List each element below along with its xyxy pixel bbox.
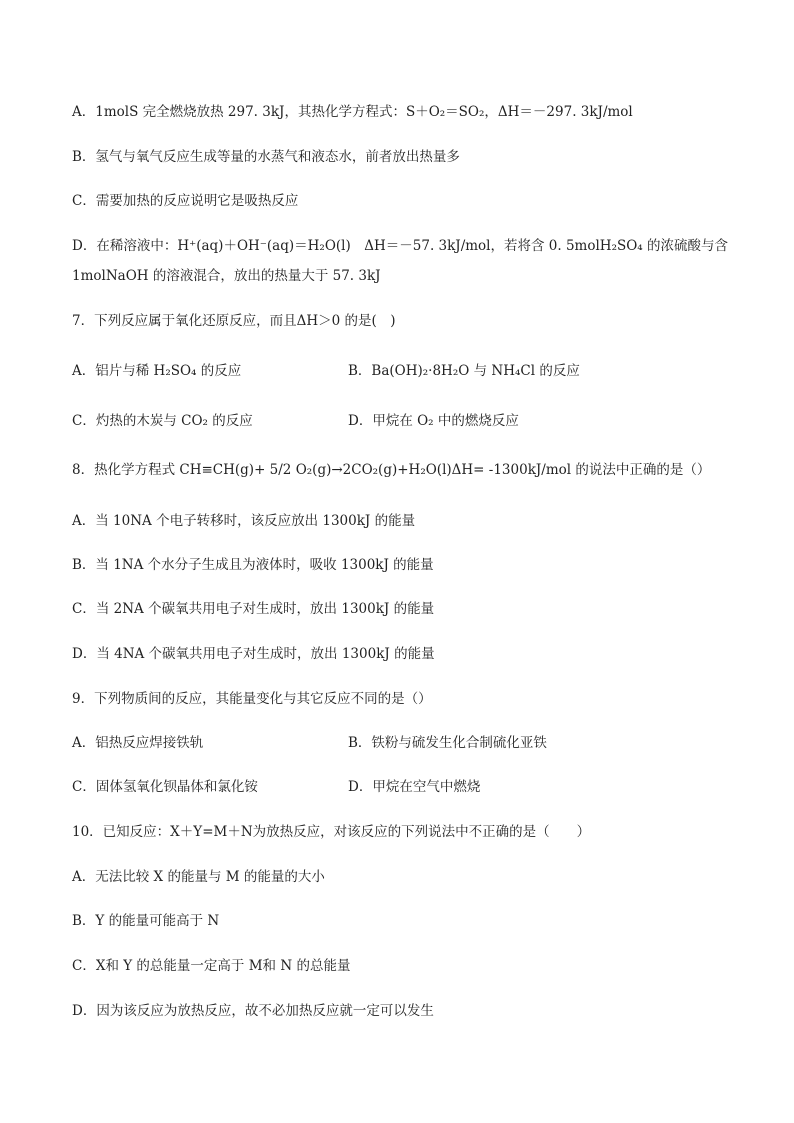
q8-option-b: B．当 1NA 个水分子生成且为液体时，吸收 1300kJ 的能量 xyxy=(72,557,434,573)
q7-option-a: A．铝片与稀 H₂SO₄ 的反应 xyxy=(72,363,242,379)
q10-option-b: B．Y 的能量可能高于 N xyxy=(72,913,220,929)
q9-stem: 9．下列物质间的反应，其能量变化与其它反应不同的是（） xyxy=(72,691,432,707)
q6-option-c: C．需要加热的反应说明它是吸热反应 xyxy=(72,193,299,209)
q8-option-a: A．当 10NA 个电子转移时，该反应放出 1300kJ 的能量 xyxy=(72,513,416,529)
q7-option-b: B．Ba(OH)₂·8H₂O 与 NH₄Cl 的反应 xyxy=(348,363,580,379)
q6-option-a: A．1molS 完全燃烧放热 297. 3kJ，其热化学方程式：S＋O₂＝SO₂，ΔH＝－297. 3kJ/mol xyxy=(72,104,633,120)
q10-option-a: A．无法比较 X 的能量与 M 的能量的大小 xyxy=(72,869,325,885)
q10-stem: 10．已知反应：X＋Y=M＋N为放热反应，对该反应的下列说法中不正确的是（ ） xyxy=(72,824,591,840)
q7-stem: 7．下列反应属于氧化还原反应，而且ΔH＞0 的是( ) xyxy=(72,313,396,329)
q10-option-c: C．X和 Y 的总能量一定高于 M和 N 的总能量 xyxy=(72,958,351,974)
q9-option-c: C．固体氢氧化钡晶体和氯化铵 xyxy=(72,779,258,795)
q9-option-b: B．铁粉与硫发生化合制硫化亚铁 xyxy=(348,735,547,751)
q8-option-d: D．当 4NA 个碳氧共用电子对生成时，放出 1300kJ 的能量 xyxy=(72,646,435,662)
q7-option-c: C．灼热的木炭与 CO₂ 的反应 xyxy=(72,413,253,429)
q8-option-c: C．当 2NA 个碳氧共用电子对生成时，放出 1300kJ 的能量 xyxy=(72,601,435,617)
q8-stem: 8．热化学方程式 CH≡CH(g)+ 5/2 O₂(g)→2CO₂(g)+H₂O(l)ΔH= -1300kJ/mol 的说法中正确的是（） xyxy=(72,462,711,478)
q10-option-d: D．因为该反应为放热反应，故不必加热反应就一定可以发生 xyxy=(72,1003,434,1019)
q6-option-d-line2: 1molNaOH 的溶液混合，放出的热量大于 57. 3kJ xyxy=(72,268,381,284)
q6-option-d-line1: D．在稀溶液中：H⁺(aq)＋OH⁻(aq)＝H₂O(l) ΔH＝－57. 3kJ/mol，若将含 0. 5molH₂SO₄ 的浓硫酸与含 xyxy=(72,238,729,254)
q9-option-d: D．甲烷在空气中燃烧 xyxy=(348,779,481,795)
q7-option-d: D．甲烷在 O₂ 中的燃烧反应 xyxy=(348,413,519,429)
q9-option-a: A．铝热反应焊接铁轨 xyxy=(72,735,204,751)
q6-option-b: B．氢气与氧气反应生成等量的水蒸气和液态水，前者放出热量多 xyxy=(72,149,460,165)
